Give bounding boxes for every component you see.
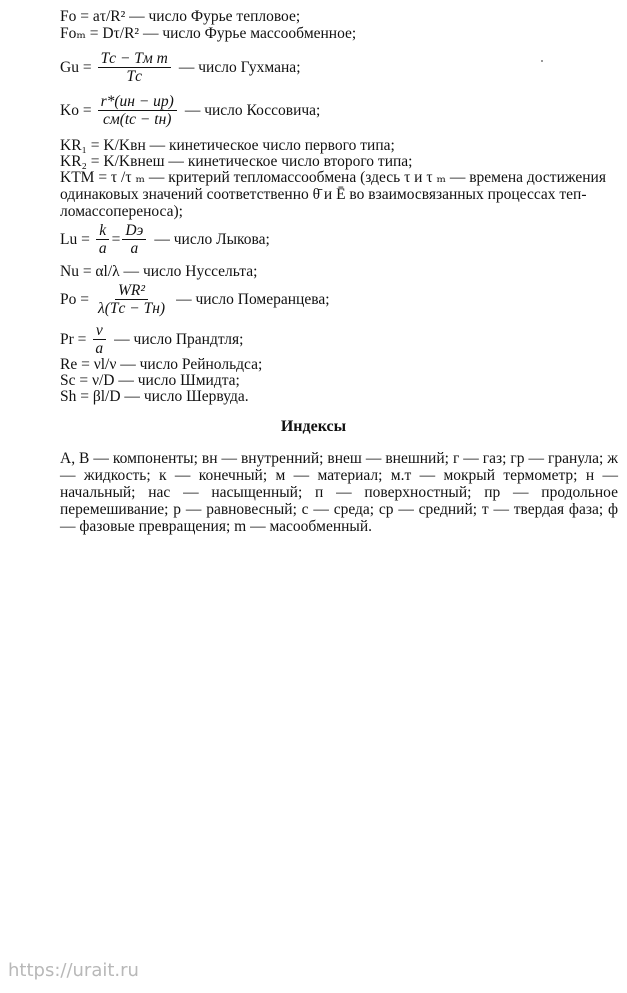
stray-mark	[541, 60, 543, 62]
formula-nu-desc: число Нуссельта;	[142, 263, 258, 280]
formula-fom-lhs: Foₘ = Dτ/R² —	[60, 25, 159, 42]
formula-kr2-desc: кинетическое число второго типа;	[187, 153, 413, 170]
formula-pr-denominator: a	[95, 340, 104, 357]
formula-sh-lhs: Sh = βl/D —	[60, 388, 140, 405]
formula-sh-desc: число Шервуда.	[143, 388, 249, 405]
formula-ko-fraction	[98, 93, 177, 128]
indices-paragraph: А, В — компоненты; вн — внутренний; внеш — внешний; г — газ; гр — гранула; ж — жидкость; к — конечный; м — материал; м.т — мокрый термометр; н — начальный; нас — насыщенный; п — поверхностный; пр — продольное перемешивание; р — равновесный; с — среда; ср — средний; т — твердая фаза; ф — фазовые превращения; m — масообменный.	[60, 450, 618, 535]
formula-ko-lhs: Ko =	[60, 101, 92, 119]
formula-po	[60, 282, 330, 317]
formula-pr-lhs: Pr =	[60, 330, 87, 348]
formula-pr-fraction	[92, 322, 106, 357]
formula-ktm-line2: одинаковых значений соответственно θ̄ и Ē во взаимосвязанных процессах теп-	[60, 186, 587, 203]
formula-kr2	[60, 153, 413, 170]
formula-gu-lhs: Gu =	[60, 58, 92, 76]
formula-kr2-lhs: KR₂ = K/Kвнеш —	[60, 153, 184, 170]
formula-pr	[60, 322, 243, 357]
formula-ko	[60, 93, 320, 128]
watermark-url: https://urait.ru	[8, 960, 139, 981]
formula-fom-desc: число Фурье массообменное;	[162, 25, 357, 42]
formula-ko-numerator: r*(uн − uр)	[98, 93, 177, 111]
formula-lu-desc: — число Лыкова;	[154, 230, 270, 248]
formula-pr-numerator: ν	[93, 322, 106, 340]
formula-po-lhs: Po =	[60, 290, 89, 308]
formula-lu-numerator-2: Dэ	[122, 222, 146, 240]
formula-lu-denominator-2: a	[130, 240, 139, 257]
formula-kr1-desc: кинетическое число первого типа;	[168, 137, 395, 154]
formula-lu-fraction-1	[96, 222, 110, 257]
formula-ko-desc: — число Коссовича;	[184, 101, 321, 119]
formula-sc-desc: число Шмидта;	[137, 372, 240, 389]
formula-ktm-line3: ломассопереноса);	[60, 203, 183, 220]
formula-gu-numerator: Tс − Tм т	[98, 50, 171, 68]
indices-heading: Индексы	[280, 418, 347, 435]
formula-fo-desc: число Фурье тепловое;	[148, 8, 301, 25]
formula-gu	[60, 50, 301, 85]
formula-re-lhs: Re = νl/ν —	[60, 356, 136, 373]
formula-sh	[60, 388, 249, 405]
formula-kr1-lhs: KR₁ = K/Kвн —	[60, 137, 166, 154]
formula-nu	[60, 263, 257, 280]
formula-gu-fraction	[98, 50, 171, 85]
formula-po-numerator: WR²	[115, 282, 148, 300]
formula-kr1	[60, 137, 395, 154]
formula-lu	[60, 222, 270, 257]
formula-pr-desc: — число Прандтля;	[114, 330, 244, 348]
formula-sc-lhs: Sc = ν/D —	[60, 372, 134, 389]
formula-ktm-line1: KTM = τ /τ ₘ — критерий тепломассообмена (здесь τ и τ ₘ — времена достижения	[60, 169, 606, 186]
formula-fom	[60, 25, 356, 42]
formula-ko-denominator: cм(tс − tн)	[102, 111, 172, 128]
formula-lu-fraction-2	[122, 222, 146, 257]
formula-lu-lhs: Lu =	[60, 230, 90, 248]
formula-lu-equals: =	[111, 230, 121, 248]
formula-re-desc: число Рейнольдса;	[139, 356, 263, 373]
formula-po-desc: — число Померанцева;	[176, 290, 330, 308]
formula-sc	[60, 372, 240, 389]
formula-nu-lhs: Nu = αl/λ —	[60, 263, 140, 280]
formula-fo-lhs: Fo = aτ/R² —	[60, 8, 145, 25]
formula-lu-denominator-1: a	[98, 240, 107, 257]
formula-lu-numerator-1: k	[96, 222, 109, 240]
formula-re	[60, 356, 262, 373]
formula-gu-denominator: Tс	[126, 68, 142, 85]
formula-fo	[60, 8, 300, 25]
formula-po-denominator: λ(Tс − Tн)	[98, 300, 166, 317]
formula-po-fraction	[95, 282, 168, 317]
formula-gu-desc: — число Гухмана;	[178, 58, 301, 76]
